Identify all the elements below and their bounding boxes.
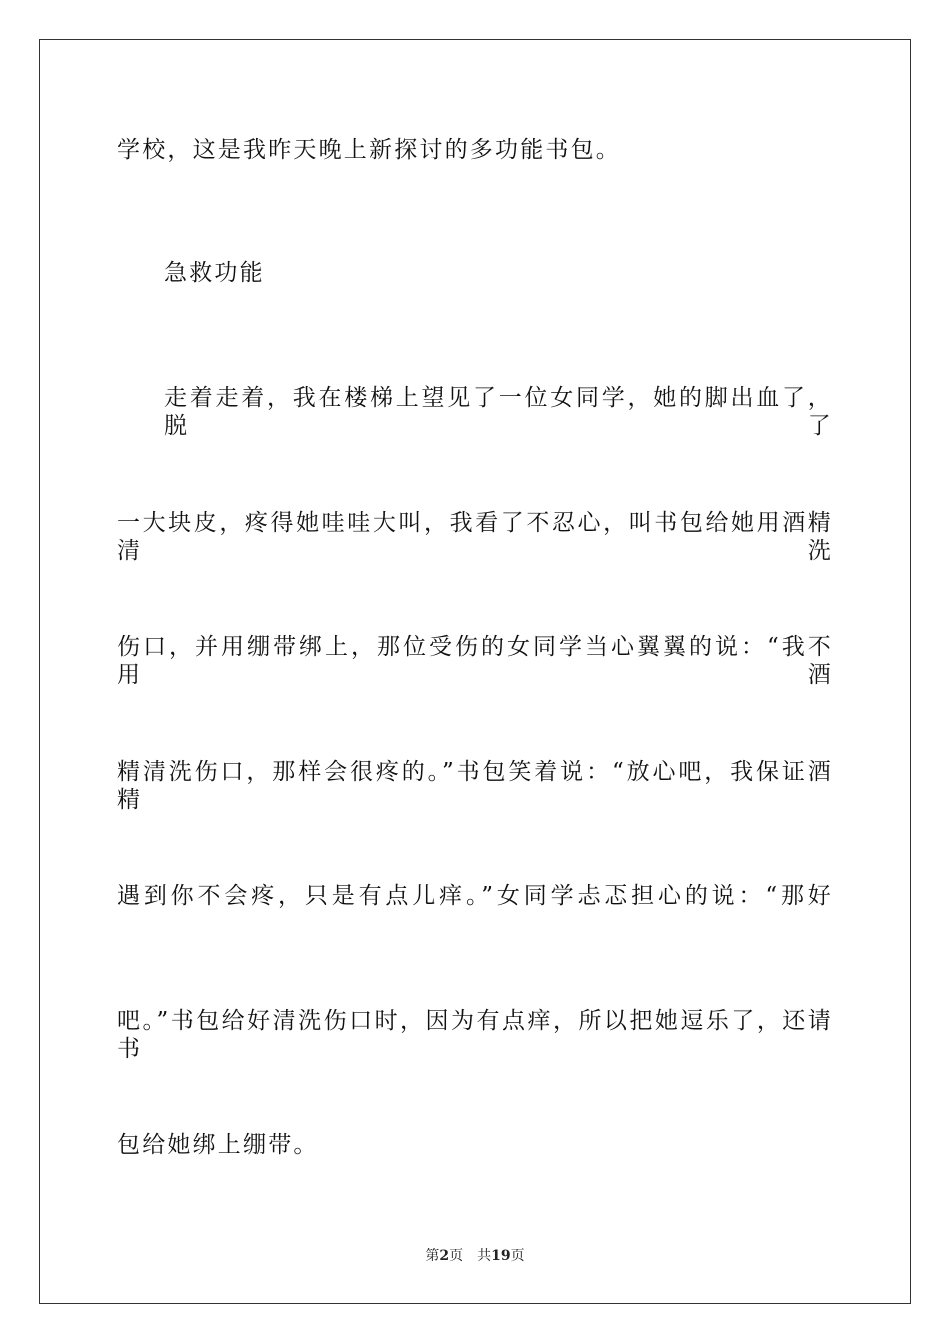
paragraph-line-6: 遇到你不会疼，只是有点儿痒。”女同学忐忑担心的说：“那好 [117,883,833,909]
page-number: 2 [439,1248,450,1264]
page-suffix: 页 [449,1248,464,1264]
paragraph-line-8: 包给她绑上绷带。 [117,1132,319,1158]
page-prefix: 第 [425,1248,440,1264]
page-footer [0,1247,950,1265]
paragraph-line-4: 伤口，并用绷带绑上，那位受伤的女同学当心翼翼的说：“我不用酒 [117,634,833,688]
total-suffix: 页 [510,1248,525,1264]
section-heading: 急救功能 [164,260,265,286]
total-prefix: 共 [477,1248,492,1264]
paragraph-line-3: 一大块皮，疼得她哇哇大叫，我看了不忍心，叫书包给她用酒精清洗 [117,510,833,564]
paragraph-line-2: 走着走着，我在楼梯上望见了一位女同学，她的脚出血了，脱了 [164,385,833,439]
paragraph-line-7: 吧。”书包给好清洗伤口时，因为有点痒，所以把她逗乐了，还请书 [117,1008,833,1062]
total-pages: 19 [491,1248,511,1264]
paragraph-line-5: 精清洗伤口，那样会很疼的。”书包笑着说：“放心吧，我保证酒精 [117,759,833,813]
paragraph-line-1: 学校，这是我昨天晚上新探讨的多功能书包。 [117,137,621,163]
